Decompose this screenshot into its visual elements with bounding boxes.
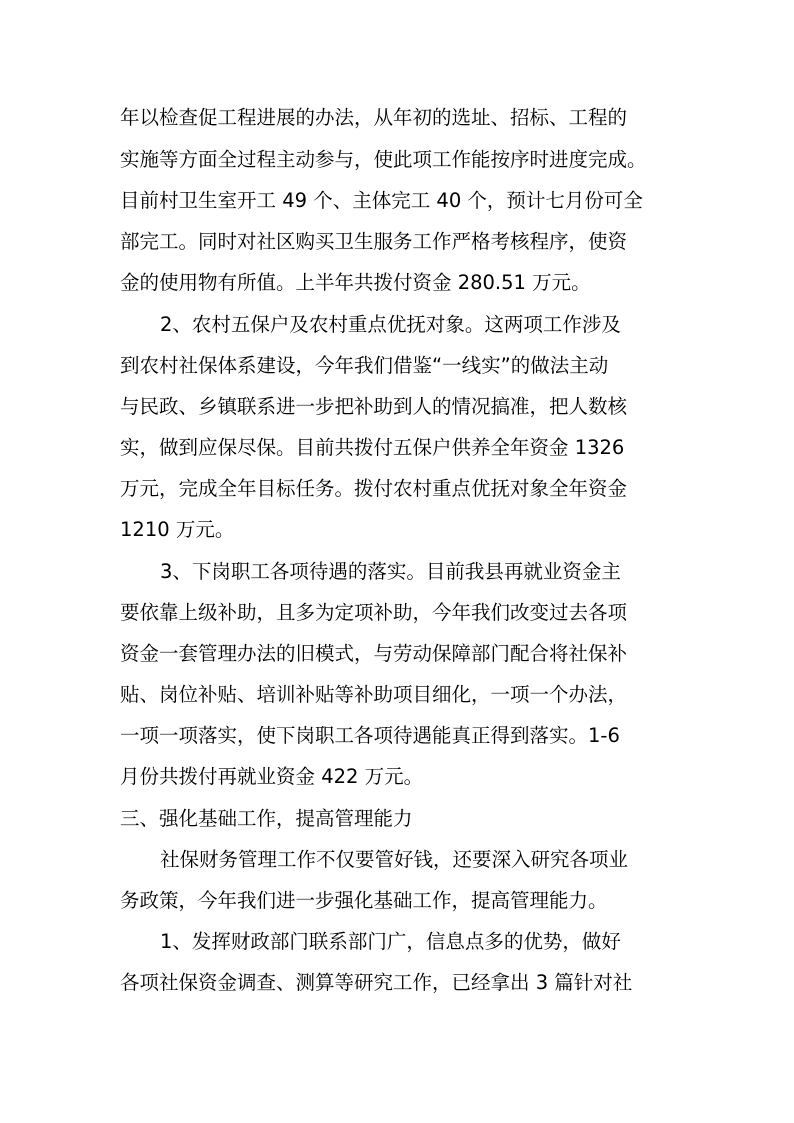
body-text-line: 实施等方面全过程主动参与，使此项工作能按序时进度完成。 (120, 148, 647, 171)
body-text-line: 到农村社保体系建设，今年我们借鉴“一线实”的做法主动 (120, 354, 609, 377)
body-text-line: 年以检查促工程进展的办法，从年初的选址、招标、工程的 (120, 106, 628, 129)
paragraph-start-line: 2、农村五保户及农村重点优抚对象。这两项工作涉及 (160, 313, 621, 336)
body-text-line: 目前村卫生室开工 49 个、主体完工 40 个，预计七月份可全 (120, 189, 643, 212)
paragraph-start-line: 3、下岗职工各项待遇的落实。目前我县再就业资金主 (160, 560, 621, 583)
body-text-line: 部完工。同时对社区购买卫生服务工作严格考核程序，使资 (120, 230, 628, 253)
body-text-line: 一项一项落实，使下岗职工各项待遇能真正得到落实。1-6 (120, 724, 620, 747)
body-text-line: 实，做到应保尽保。目前共拨付五保户供养全年资金 1326 (120, 436, 625, 459)
body-text-line: 1210 万元。 (120, 518, 235, 541)
body-text-line: 与民政、乡镇联系进一步把补助到人的情况搞准，把人数核 (120, 395, 628, 418)
body-text-line: 金的使用物有所值。上半年共拨付资金 280.51 万元。 (120, 271, 591, 294)
body-text-line: 万元，完成全年目标任务。拨付农村重点优抚对象全年资金 (120, 477, 628, 500)
paragraph-start-line: 社保财务管理工作不仅要管好钱，还要深入研究各项业 (160, 848, 629, 871)
body-text-line: 月份共拨付再就业资金 422 万元。 (120, 765, 424, 788)
paragraph-start-line: 1、发挥财政部门联系部门广，信息点多的优势，做好 (160, 930, 621, 953)
body-text-line: 各项社保资金调查、测算等研究工作，已经拿出 3 篇针对社 (120, 971, 633, 994)
body-text-line: 贴、岗位补贴、培训补贴等补助项目细化，一项一个办法， (120, 683, 628, 706)
body-text-line: 资金一套管理办法的旧模式，与劳动保障部门配合将社保补 (120, 642, 628, 665)
body-text-line: 务政策，今年我们进一步强化基础工作，提高管理能力。 (120, 889, 608, 912)
body-text-line: 要依靠上级补助，且多为定项补助，今年我们改变过去各项 (120, 601, 628, 624)
section-heading: 三、强化基础工作，提高管理能力 (120, 807, 413, 830)
